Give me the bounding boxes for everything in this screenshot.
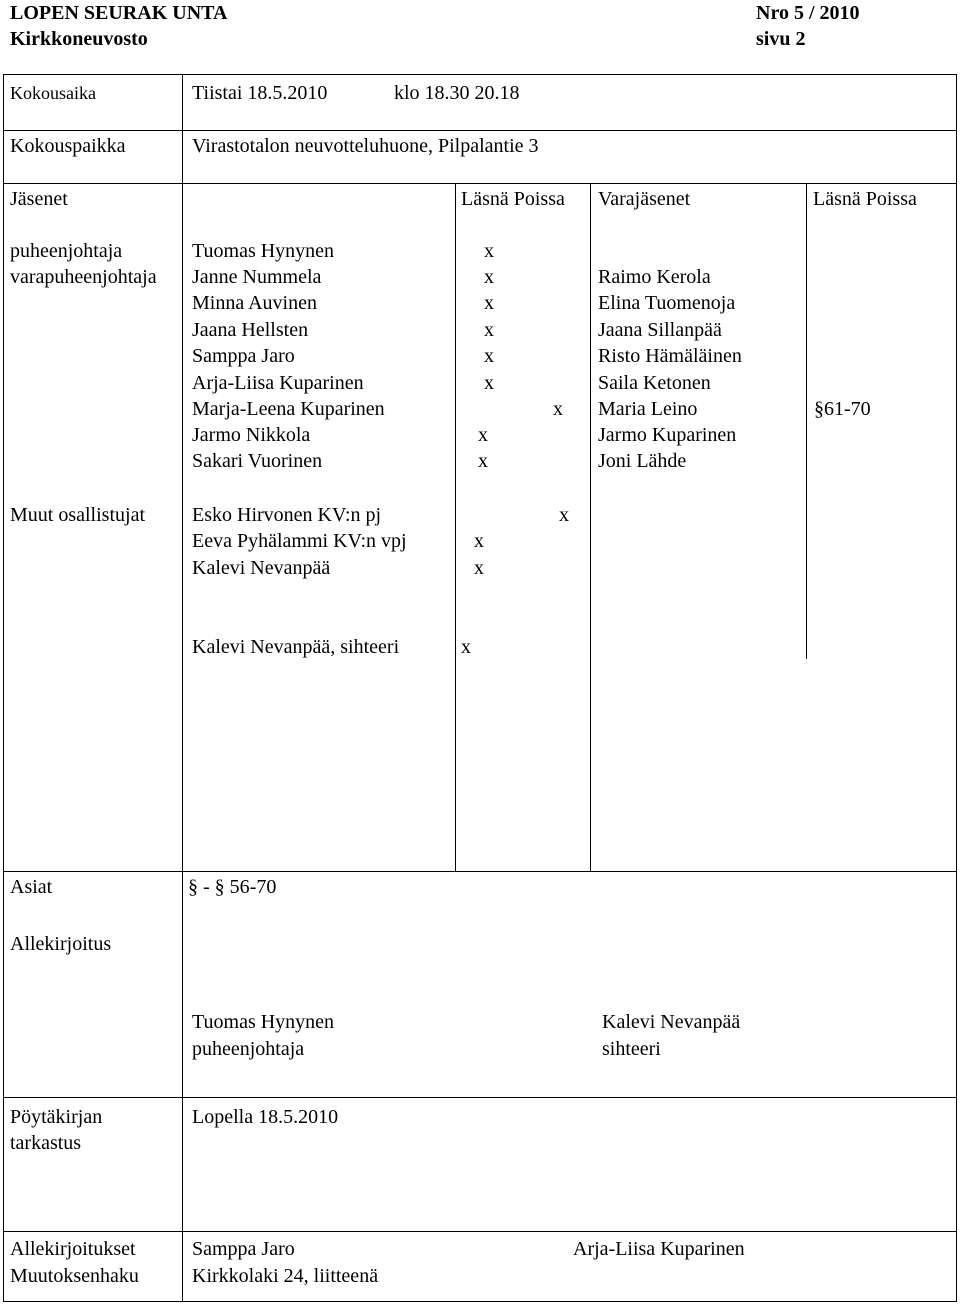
table-border-right [956, 74, 957, 1302]
present-mark: x [484, 345, 494, 367]
appeal-value: Kirkkolaki 24, liitteenä [192, 1265, 379, 1287]
attendance-header: Läsnä Poissa [461, 188, 565, 210]
present-mark: x [484, 372, 494, 394]
absent-mark: x [553, 398, 563, 420]
present-mark: x [474, 530, 484, 552]
member-name: Marja-Leena Kuparinen [192, 398, 385, 420]
member-name: Jaana Hellsten [192, 319, 309, 341]
signature-label: Allekirjoitus [10, 933, 112, 955]
deputy-name: Joni Lähde [598, 450, 687, 472]
column-divider [806, 183, 807, 659]
participant-name: Eeva Pyhälammi KV:n vpj [192, 530, 407, 552]
deputies-header: Varajäsenet [598, 188, 691, 210]
meeting-time-range: klo 18.30 20.18 [394, 82, 520, 104]
present-mark: x [461, 636, 471, 658]
deputy-name: Jarmo Kuparinen [598, 424, 737, 446]
deputy-name: Saila Ketonen [598, 372, 711, 394]
meeting-time-label: Kokousaika [10, 83, 96, 103]
present-mark: x [484, 240, 494, 262]
review-label-line2: tarkastus [10, 1132, 82, 1154]
members-header: Jäsenet [10, 188, 68, 210]
column-divider [590, 183, 591, 871]
reviewer-name: Samppa Jaro [192, 1238, 295, 1260]
meeting-place-label: Kokouspaikka [10, 135, 126, 157]
review-label-line1: Pöytäkirjan [10, 1106, 103, 1128]
deputy-attendance-header: Läsnä Poissa [813, 188, 917, 210]
secretary-name: Kalevi Nevanpää, sihteeri [192, 636, 400, 658]
divider [3, 183, 957, 184]
page-number: sivu 2 [756, 28, 806, 50]
reviewer-name: Arja-Liisa Kuparinen [573, 1238, 745, 1260]
present-mark: x [484, 319, 494, 341]
column-divider [455, 183, 456, 871]
deputy-name: Raimo Kerola [598, 266, 711, 288]
appeal-label: Muutoksenhaku [10, 1265, 139, 1287]
matters-value: § - § 56-70 [188, 876, 277, 898]
present-mark: x [478, 450, 488, 472]
other-participants-label: Muut osallistujat [10, 504, 145, 526]
chair-signature-name: Tuomas Hynynen [192, 1011, 335, 1033]
role-vice-chair: varapuheenjohtaja [10, 266, 157, 288]
matters-label: Asiat [10, 876, 53, 898]
document-number: Nro 5 / 2010 [756, 2, 860, 24]
divider [3, 1231, 957, 1232]
table-border-top [3, 74, 957, 75]
member-name: Samppa Jaro [192, 345, 295, 367]
present-mark: x [484, 266, 494, 288]
present-mark: x [478, 424, 488, 446]
deputy-name: Risto Hämäläinen [598, 345, 742, 367]
member-name: Minna Auvinen [192, 292, 317, 314]
present-mark: x [484, 292, 494, 314]
member-name: Jarmo Nikkola [192, 424, 311, 446]
deputy-section-note: §61-70 [814, 398, 871, 420]
column-divider [182, 74, 183, 1302]
divider [3, 1097, 957, 1098]
participant-name: Kalevi Nevanpää [192, 557, 331, 579]
member-name: Sakari Vuorinen [192, 450, 323, 472]
meeting-date: Tiistai 18.5.2010 [192, 82, 328, 104]
member-name: Tuomas Hynynen [192, 240, 335, 262]
deputy-name: Jaana Sillanpää [598, 319, 722, 341]
review-place-date: Lopella 18.5.2010 [192, 1106, 339, 1128]
secretary-signature-role: sihteeri [602, 1038, 661, 1060]
organization-name: LOPEN SEURAK UNTA [10, 2, 228, 24]
secretary-signature-name: Kalevi Nevanpää [602, 1011, 741, 1033]
present-mark: x [474, 557, 484, 579]
reviewers-label: Allekirjoitukset [10, 1238, 136, 1260]
table-border-left [3, 74, 4, 1302]
member-name: Arja-Liisa Kuparinen [192, 372, 364, 394]
divider [3, 871, 957, 872]
table-border-bottom [3, 1301, 957, 1302]
participant-name: Esko Hirvonen KV:n pj [192, 504, 382, 526]
member-name: Janne Nummela [192, 266, 322, 288]
meeting-place: Virastotalon neuvotteluhuone, Pilpalantie 3 [192, 135, 539, 157]
absent-mark: x [559, 504, 569, 526]
deputy-name: Elina Tuomenoja [598, 292, 736, 314]
divider [3, 130, 957, 131]
role-chair: puheenjohtaja [10, 240, 123, 262]
chair-signature-role: puheenjohtaja [192, 1038, 305, 1060]
deputy-name: Maria Leino [598, 398, 698, 420]
body-name: Kirkkoneuvosto [10, 28, 148, 50]
